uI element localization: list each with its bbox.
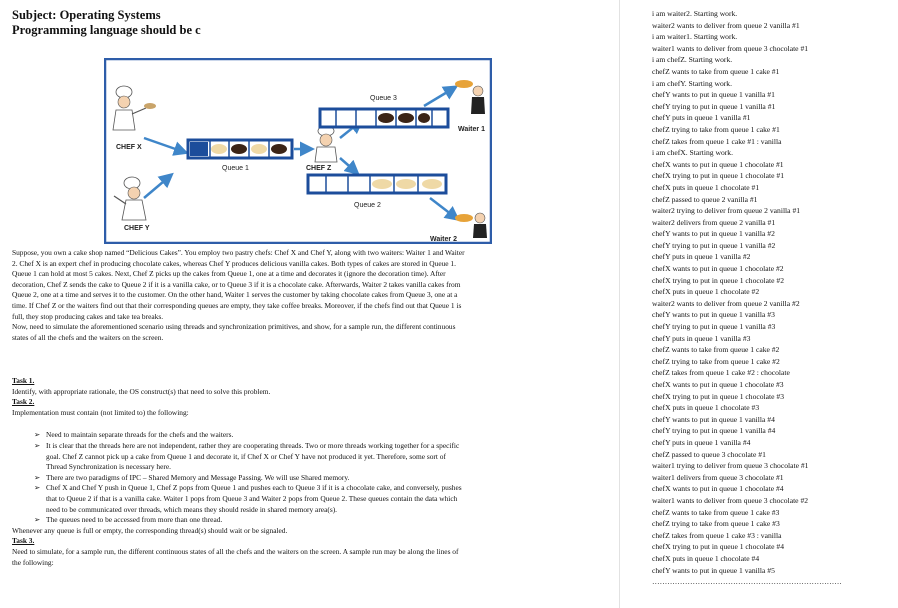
log-line: chefX trying to put in queue 1 chocolate #4 [652,542,785,552]
log-line: i am chefZ. Starting work. [652,55,733,65]
log-line: chefZ trying to take from queue 1 cake #2 [652,356,780,366]
description-line: decoration, Chef Z sends the cake to Queue 2 if it is a vanilla cake, or to Queue 3 if it is a chocolate cake. Afterwards, Waiter 2 takes vanilla cakes from [12,279,461,289]
log-line: waiter1 wants to deliver from queue 3 chocolate #2 [652,495,809,505]
description-line: 2. Chef X is an expert chef in producing chocolate cakes, whereas Chef Y produces delicious vanilla cakes. Both types of cakes are stored in Queue 1. [12,258,456,268]
task-3-text: Need to simulate, for a sample run, the different continuous states of all the chefs and the waiters on the screen. A sample run may be along the lines of [12,546,459,556]
log-line: i am chefY. Starting work. [652,78,733,88]
chef-y-label: CHEF Y [124,225,150,232]
task-3-title: Task 3. [12,536,35,546]
log-line: chefZ wants to take from queue 1 cake #2 [652,345,780,355]
list-item: ➢ It is clear that the threads here are not independent, rather they are cooperating threads. Two or more threads working together for a specific goal. Chef Z cannot pick up a cake from Queue 1 and decorate it, if Chef X or Chef Y have not produced it yet. Therefore, some sort of Thread Synchronization is necessary here. [34,440,460,472]
log-line: waiter1 wants to deliver from queue 3 chocolate #1 [652,43,809,53]
log-line: chefX wants to put in queue 1 chocolate #4 [652,484,784,494]
description-line: Queue 1 can hold at most 5 cakes. Next, Chef Z picks up the cakes from Queue 1, one at a time and decorates it (ignore the decoration time). After [12,269,446,279]
list-item: ➢ Need to maintain separate threads for the chefs and the waiters. [34,430,234,440]
log-line: chefY wants to put in queue 1 vanilla #5 [652,565,775,575]
waiter-2-label: Waiter 2 [430,236,457,243]
log-line: chefX trying to put in queue 1 chocolate #2 [652,275,785,285]
waiter-1-label: Waiter 1 [458,126,485,133]
queue-3 [320,109,448,127]
arrow-bullet-icon: ➢ [34,483,41,493]
log-line: chefZ trying to take from queue 1 cake #3 [652,519,780,529]
log-line: waiter1 trying to deliver from queue 3 chocolate #1 [652,461,809,471]
log-line: chefX puts in queue 1 chocolate #2 [652,287,760,297]
queue-1-label: Queue 1 [222,165,249,172]
log-line: chefX puts in queue 1 chocolate #4 [652,553,760,563]
queue-2 [308,175,446,193]
log-line: i am waiter1. Starting work. [652,32,738,42]
arrow-bullet-icon: ➢ [34,430,41,440]
description-line: full, they stop producing cakes and take tea breaks. [12,311,164,321]
description-line: Now, need to simulate the aforementioned scenario using threads and synchronization primitives, and show, for a sample run, the different continuous [12,322,456,332]
log-line: chefZ passed to queue 2 vanilla #1 [652,194,758,204]
task-2-after: Whenever any queue is full or empty, the corresponding thread(s) should wait or be signaled. [12,525,288,535]
log-line: i am chefX. Starting work. [652,148,733,158]
log-line: chefZ wants to take from queue 1 cake #1 [652,66,780,76]
list-item: ➢ The queues need to be accessed from more than one thread. [34,515,223,525]
log-ellipsis: ………………………………………………………………… [652,577,842,587]
log-line: chefY puts in queue 1 vanilla #2 [652,252,751,262]
chef-x-label: CHEF X [116,144,142,151]
log-line: chefX puts in queue 1 chocolate #1 [652,182,760,192]
task-1-text: Identify, with appropriate rationale, the OS construct(s) that need to solve this problem. [12,386,271,396]
log-line: chefY wants to put in queue 1 vanilla #3 [652,310,775,320]
log-line: chefX trying to put in queue 1 chocolate #1 [652,171,785,181]
description-line: Suppose, you own a cake shop named “Delicious Cakes”. You employ two pastry chefs: Chef X and Chef Y, along with two waiters: Waiter 1 and Waiter [12,248,465,257]
log-line: i am waiter2. Starting work. [652,9,738,18]
log-line: chefX wants to put in queue 1 chocolate #1 [652,159,784,169]
log-line: chefY wants to put in queue 1 vanilla #1 [652,90,775,100]
sample-run-log [652,8,892,588]
problem-description [12,248,584,343]
task-3-text: the following: [12,557,54,567]
log-line: chefZ takes from queue 1 cake #3 : vanilla [652,530,782,540]
description-line: states of all the chefs and the waiters on the screen. [12,332,164,342]
subject-heading: Subject: Operating Systems [12,8,161,22]
language-heading: Programming language should be c [12,23,201,37]
task-2-text: Implementation must contain (not limited to) the following: [12,407,189,417]
requirements-list [12,430,584,525]
log-line: waiter2 wants to deliver from queue 2 vanilla #2 [652,298,800,308]
log-line: waiter2 wants to deliver from queue 2 vanilla #1 [652,20,800,30]
description-line: Queue 2, one at a time and serves it to the customer. On the other hand, Waiter 1 serves the customer by taking chocolate cakes from Queue 3, one at a [12,290,458,300]
list-item: ➢ Chef X and Chef Y push in Queue 1, Chef Z pops from Queue 1 and pushes each to Queue 3 if it is a chocolate cake, and conversely, pushes that to Queue 2 if that is a vanilla cake. Waiter 1 pops from Queue 3 and Waiter 2 pops from Queue 2. These queues contain the data which need to be communicated over threads, which means they should reside in shared memory area(s). [34,483,462,514]
log-line: chefZ wants to take from queue 1 cake #3 [652,507,780,517]
log-line: chefZ takes from queue 1 cake #1 : vanilla [652,136,782,146]
log-line: chefY trying to put in queue 1 vanilla #1 [652,101,776,111]
log-line: chefY wants to put in queue 1 vanilla #4 [652,414,775,424]
log-line: chefY trying to put in queue 1 vanilla #4 [652,426,776,436]
log-line: waiter2 delivers from queue 2 vanilla #1 [652,217,776,227]
arrow-bullet-icon: ➢ [34,515,41,525]
queue-1 [188,140,292,158]
diagram-border [105,59,491,243]
list-item: ➢ There are two paradigms of IPC – Shared Memory and Message Passing. We will use Shared memory. [34,472,350,482]
log-line: chefX wants to put in queue 1 chocolate #2 [652,264,784,274]
log-line: chefX trying to put in queue 1 chocolate #3 [652,391,785,401]
cake-shop-diagram [104,58,492,244]
log-line: chefX wants to put in queue 1 chocolate #3 [652,380,784,389]
log-line: chefY puts in queue 1 vanilla #3 [652,333,751,343]
log-line: chefZ takes from queue 1 cake #2 : chocolate [652,368,790,378]
task-2-title: Task 2. [12,397,35,407]
queue-3-label: Queue 3 [370,95,397,102]
log-line: chefZ passed to queue 3 chocolate #1 [652,449,766,459]
assignment-column [12,8,588,567]
arrow-bullet-icon: ➢ [34,472,41,482]
column-divider [619,0,620,608]
arrow-bullet-icon: ➢ [34,440,41,450]
queue-2-label: Queue 2 [354,202,381,209]
log-line: chefX puts in queue 1 chocolate #3 [652,403,760,413]
tasks-section [12,376,584,568]
log-line: chefY trying to put in queue 1 vanilla #3 [652,322,776,332]
task-1-title: Task 1. [12,376,35,385]
log-line: waiter2 trying to deliver from queue 2 vanilla #1 [652,206,801,216]
chef-z-label: CHEF Z [306,165,332,172]
log-line: chefZ trying to take from queue 1 cake #1 [652,124,780,134]
log-line: chefY wants to put in queue 1 vanilla #2 [652,229,775,239]
log-line: chefY trying to put in queue 1 vanilla #2 [652,240,776,250]
log-line: chefY puts in queue 1 vanilla #1 [652,113,751,123]
log-line: chefY puts in queue 1 vanilla #4 [652,437,751,447]
description-line: time. If Chef Z or the waiters find out that their corresponding queues are empty, they take coffee breaks. Moreover, if the chefs find out that Queue 1 is [12,300,462,310]
log-line: waiter1 delivers from queue 3 chocolate #1 [652,472,784,482]
